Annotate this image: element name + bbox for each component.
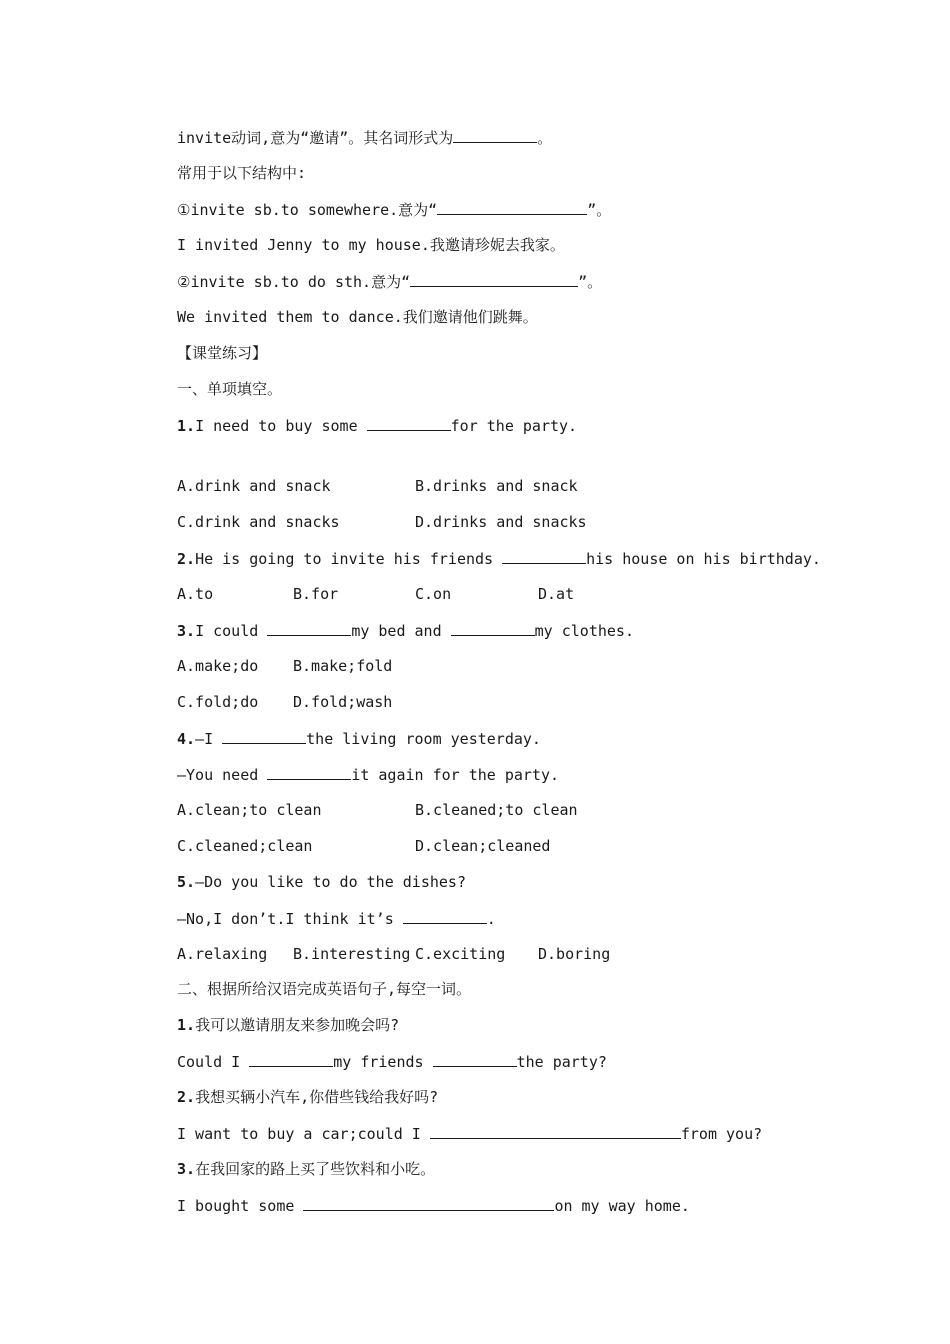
question-text: —You need (177, 766, 268, 784)
answer-blank[interactable] (403, 908, 487, 924)
intro-text: invite动词,意为“邀请”。其名词形式为 (177, 129, 454, 147)
option-d[interactable]: D.clean;cleaned (415, 837, 551, 855)
question-text: 我想买辆小汽车,你借些钱给我好吗? (195, 1088, 439, 1106)
question-number: 2. (177, 550, 196, 568)
question-text: I want to buy a car;could I (177, 1125, 430, 1143)
question-number: 3. (177, 1160, 196, 1178)
question-text: the party? (516, 1053, 607, 1071)
question-text: it again for the party. (351, 766, 560, 784)
option-d[interactable]: D.at (538, 585, 575, 603)
option-b[interactable]: B.interesting (293, 945, 411, 963)
answer-blank[interactable] (430, 1123, 681, 1139)
question-number: 2. (177, 1088, 196, 1106)
question-text: on my way home. (554, 1197, 690, 1215)
intro-line-structure-2 (177, 271, 602, 292)
intro-example-2: We invited them to dance.我们邀请他们跳舞。 (177, 308, 538, 326)
question-5-reply (177, 908, 496, 929)
option-c[interactable]: C.drink and snacks (177, 513, 340, 531)
intro-example-1: I invited Jenny to my house.我邀请珍妮去我家。 (177, 236, 565, 254)
question-text: the living room yesterday. (306, 730, 541, 748)
question-text: my bed and (351, 622, 451, 640)
answer-blank[interactable] (267, 764, 351, 780)
answer-blank[interactable] (410, 271, 578, 287)
intro-text: ”。 (578, 273, 603, 291)
question-number: 5. (177, 873, 196, 891)
question-text: from you? (680, 1125, 763, 1143)
option-b[interactable]: B.cleaned;to clean (415, 801, 578, 819)
option-c[interactable]: C.fold;do (177, 693, 259, 711)
option-d[interactable]: D.boring (538, 945, 611, 963)
question-1 (177, 415, 577, 436)
question-text: Could I (177, 1053, 250, 1071)
part1-heading: 一、单项填空。 (177, 380, 283, 398)
answer-blank[interactable] (367, 415, 451, 431)
intro-line-structure-1 (177, 199, 611, 220)
option-d[interactable]: D.fold;wash (293, 693, 393, 711)
option-a[interactable]: A.clean;to clean (177, 801, 322, 819)
intro-text: ①invite sb.to somewhere.意为“ (177, 201, 438, 219)
answer-blank[interactable] (249, 1051, 333, 1067)
question-3 (177, 620, 634, 641)
answer-blank[interactable] (267, 620, 351, 636)
intro-line-structures: 常用于以下结构中: (177, 164, 307, 182)
question-text: I could (195, 622, 268, 640)
question-text: 我可以邀请朋友来参加晚会吗? (195, 1016, 400, 1034)
answer-blank[interactable] (437, 199, 587, 215)
option-d[interactable]: D.drinks and snacks (415, 513, 587, 531)
question-text: my friends (333, 1053, 433, 1071)
option-b[interactable]: B.make;fold (293, 657, 393, 675)
option-b[interactable]: B.for (293, 585, 339, 603)
intro-line-noun-form (177, 127, 552, 148)
translation-1-sentence (177, 1051, 607, 1072)
question-text: —Do you like to do the dishes? (195, 873, 466, 891)
intro-text: ②invite sb.to do sth.意为“ (177, 273, 411, 291)
translation-1-prompt (177, 1015, 399, 1035)
question-number: 4. (177, 730, 196, 748)
answer-blank[interactable] (451, 620, 535, 636)
question-2 (177, 548, 821, 569)
option-c[interactable]: C.exciting (415, 945, 506, 963)
answer-blank[interactable] (502, 548, 586, 564)
question-4-reply (177, 764, 559, 785)
answer-blank[interactable] (453, 127, 537, 143)
question-4 (177, 728, 541, 749)
option-c[interactable]: C.on (415, 585, 452, 603)
question-text: 在我回家的路上买了些饮料和小吃。 (195, 1160, 436, 1178)
option-a[interactable]: A.make;do (177, 657, 259, 675)
question-text: He is going to invite his friends (195, 550, 503, 568)
translation-3-prompt (177, 1159, 435, 1179)
option-b[interactable]: B.drinks and snack (415, 477, 578, 495)
answer-blank[interactable] (433, 1051, 517, 1067)
part2-heading: 二、根据所给汉语完成英语句子,每空一词。 (177, 980, 472, 998)
translation-2-prompt (177, 1087, 438, 1107)
intro-text: ”。 (587, 201, 612, 219)
intro-text: 。 (537, 129, 553, 147)
translation-2-sentence (177, 1123, 762, 1144)
answer-blank[interactable] (303, 1195, 554, 1211)
question-number: 1. (177, 1016, 196, 1034)
answer-blank[interactable] (222, 728, 306, 744)
option-a[interactable]: A.relaxing (177, 945, 268, 963)
question-text: my clothes. (534, 622, 634, 640)
option-c[interactable]: C.cleaned;clean (177, 837, 313, 855)
question-text: —No,I don’t.I think it’s (177, 910, 403, 928)
question-text: . (486, 910, 496, 928)
question-number: 1. (177, 417, 196, 435)
option-a[interactable]: A.to (177, 585, 214, 603)
question-5 (177, 872, 466, 892)
question-text: I need to buy some (195, 417, 367, 435)
section-title: 【课堂练习】 (177, 344, 268, 362)
question-text: I bought some (177, 1197, 304, 1215)
option-a[interactable]: A.drink and snack (177, 477, 331, 495)
question-text: for the party. (450, 417, 578, 435)
question-text: —I (195, 730, 223, 748)
question-number: 3. (177, 622, 196, 640)
question-text: his house on his birthday. (586, 550, 821, 568)
translation-3-sentence (177, 1195, 690, 1216)
